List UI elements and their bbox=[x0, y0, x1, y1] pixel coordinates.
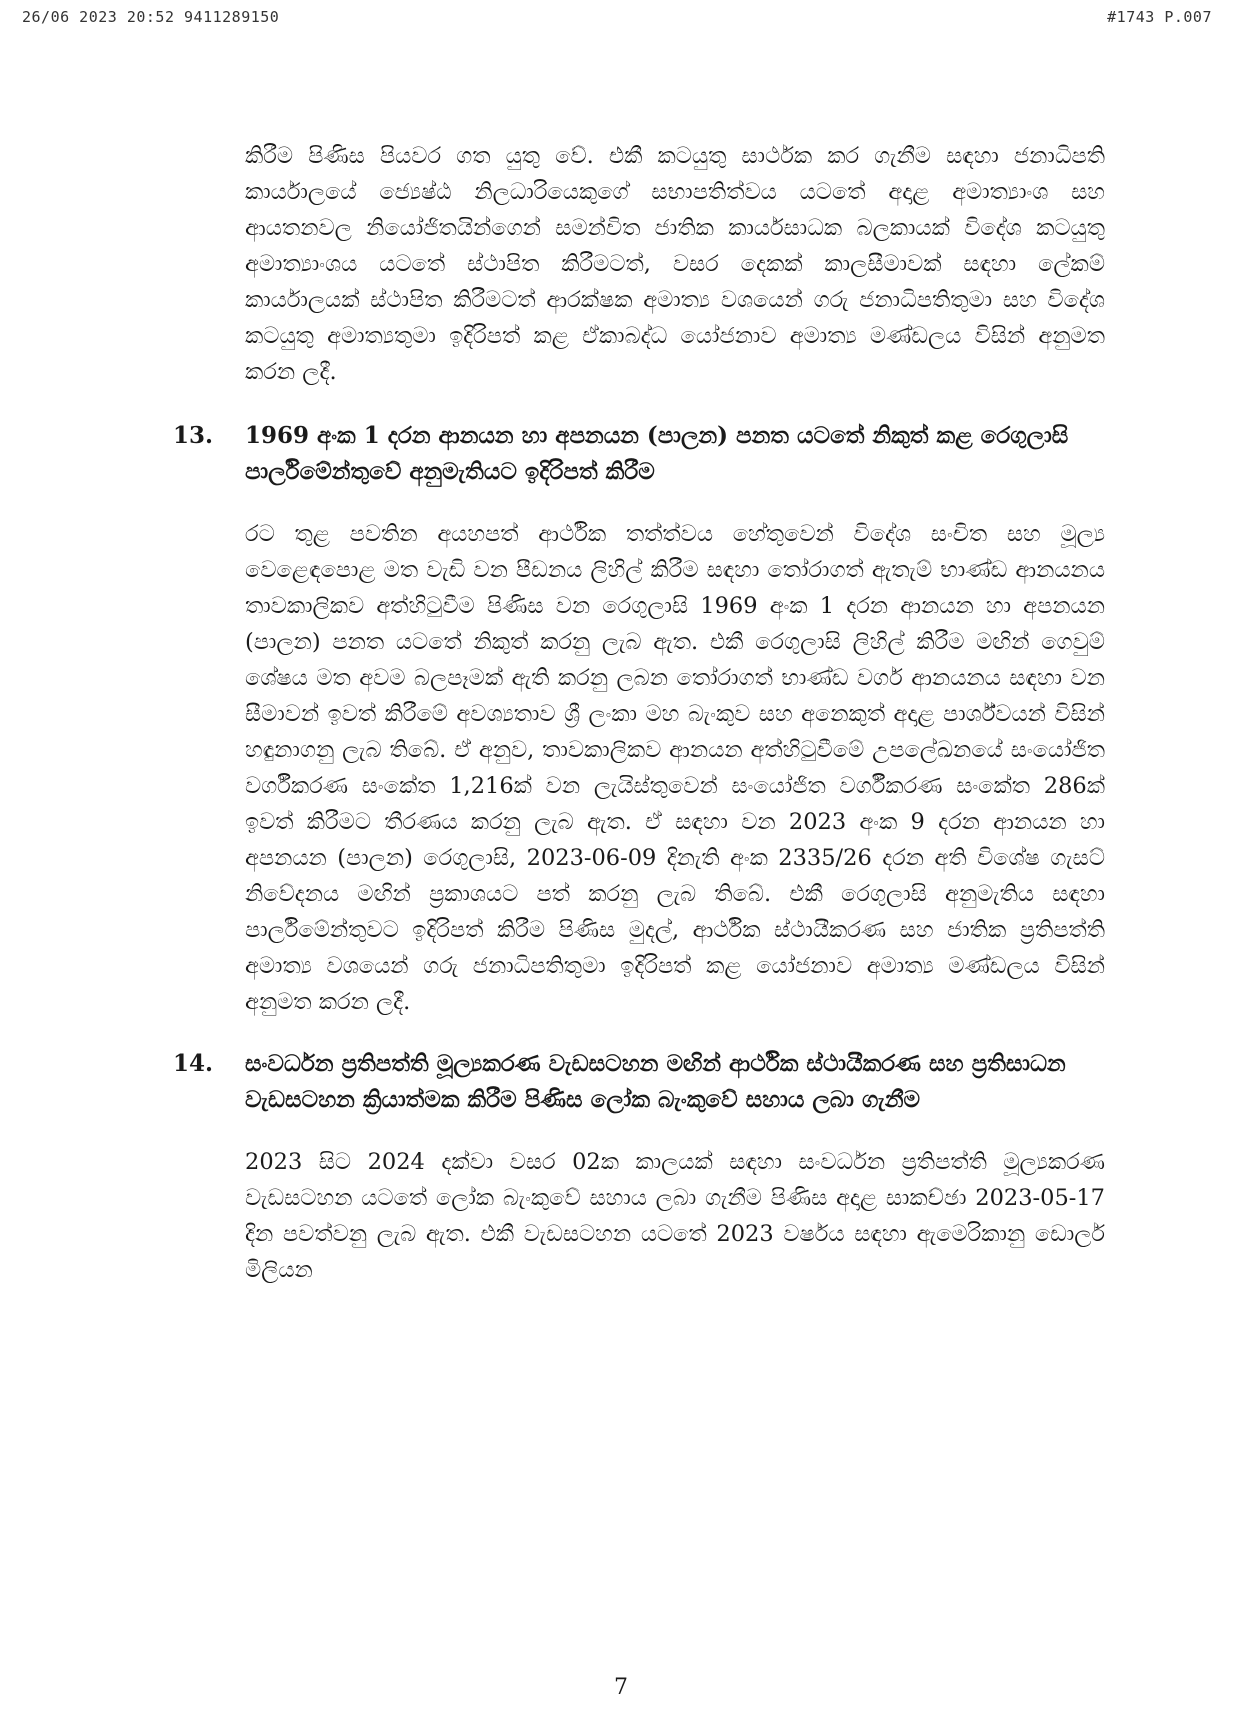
section-13 bbox=[165, 418, 1125, 1020]
section-body: 2023 සිට 2024 දක්වා වසර 02ක කාලයක් සඳහා සංවර්ධන ප්‍රතිපත්ති මූල්‍යකරණ වැඩසටහන යටතේ ලෝක බැංකුවේ සහාය ලබා ගැනීම පිණිස අදාළ සාකච්ඡා 2023-05-17 දින පවත්වනු ලැබ ඇත. එකී වැඩසටහන යටතේ 2023 වර්ෂය සඳහා ඇමෙරිකානු ඩොලර් මිලියන bbox=[245, 1149, 1105, 1283]
intro-paragraph: කිරීම පිණිස පියවර ගත යුතු වේ. එකී කටයුතු සාර්ථක කර ගැනීම සඳහා ජනාධිපති කාර්යාලයේ ජ්‍යෙෂ්ඨ නිලධාරියෙකුගේ සභාපතිත්වය යටතේ අදාළ අමාත්‍යාංශ සහ ආයතනවල නියෝජිතයින්ගෙන් සමන්විත ජාතික කාර්යසාධක බලකායක් විදේශ කටයුතු අමාත්‍යාංශය යටතේ ස්ථාපිත කිරීමටත්, වසර දෙකක් කාලසීමාවක් සඳහා ලේකම් කාර්යාලයක් ස්ථාපිත කිරීමටත් ආරක්ෂක අමාත්‍ය වශයෙන් ගරු ජනාධිපතිතුමා සහ විදේශ කටයුතු අමාත්‍යතුමා ඉදිරිපත් කළ ඒකාබද්ධ යෝජනාව අමාත්‍ය මණ්ඩලය විසින් අනුමත කරන ලදී. bbox=[245, 143, 1105, 385]
fax-datetime-number: 26/06 2023 20:52 9411289150 bbox=[22, 8, 280, 26]
section-title: 1969 අංක 1 දරන ආනයන හා අපනයන (පාලන) පනත යටතේ නිකුත් කළ රෙගුලාසි පාර්ලිමේන්තුවේ අනුමැතියට ඉදිරිපත් කිරීම bbox=[245, 422, 1069, 485]
document-body bbox=[165, 138, 1125, 1310]
section-number: 14. bbox=[173, 1050, 214, 1077]
fax-header bbox=[22, 8, 1212, 32]
section-14 bbox=[165, 1046, 1125, 1288]
section-body: රට තුළ පවතින අයහපත් ආර්ථික තත්ත්වය හේතුවෙන් විදේශ සංචිත සහ මූල්‍ය වෙළෙඳපොළ මත වැඩි වන පීඩනය ලිහිල් කිරීම සඳහා තෝරාගත් ඇතැම් භාණ්ඩ ආනයනය තාවකාලිකව අත්හිටුවීම පිණිස වන රෙගුලාසි 1969 අංක 1 දරන ආනයන හා අපනයන (පාලන) පනත යටතේ නිකුත් කරනු ලැබ ඇත. එකී රෙගුලාසි ලිහිල් කිරීම මඟින් ගෙවුම් ශේෂය මත අවම බලපෑමක් ඇති කරනු ලබන තෝරාගත් භාණ්ඩ වර්ග ආනයනය සඳහා වන සීමාවන් ඉවත් කිරීමේ අවශ්‍යතාව ශ්‍රී ලංකා මහ බැංකුව සහ අනෙකුත් අදාළ පාර්ශ්වයන් විසින් හඳුනාගනු ලැබ තිබේ. ඒ අනුව, තාවකාලිකව ආනයන අත්හිටුවීමේ උපලේඛනයේ සංයෝජිත වර්ගීකරණ සංකේත 1,216ක් වන ලැයිස්තුවෙන් සංයෝජිත වර්ගීකරණ සංකේත 286ක් ඉවත් කිරීමට තීරණය කරනු ලැබ ඇත. ඒ සඳහා වන 2023 අංක 9 දරන ආනයන හා අපනයන (පාලන) රෙගුලාසි, 2023-06-09 දිනැති අංක 2335/26 දරන අති විශේෂ ගැසට් නිවේදනය මඟින් ප්‍රකාශයට පත් කරනු ලැබ තිබේ. එකී රෙගුලාසි අනුමැතිය සඳහා පාර්ලිමේන්තුවට ඉදිරිපත් කිරීම පිණිස මුදල්, ආර්ථික ස්ථායීකරණ සහ ජාතික ප්‍රතිපත්ති අමාත්‍ය වශයෙන් ගරු ජනාධිපතිතුමා ඉදිරිපත් කළ යෝජනාව අමාත්‍ය මණ්ඩලය විසින් අනුමත කරන ලදී. bbox=[245, 521, 1105, 1015]
section-number: 13. bbox=[173, 422, 214, 449]
section-title: සංවර්ධන ප්‍රතිපත්ති මූල්‍යකරණ වැඩසටහන මඟින් ආර්ථික ස්ථායීකරණ සහ ප්‍රතිසාධන වැඩසටහන ක්‍රියාත්මක කිරීම පිණිස ලෝක බැංකුවේ සහාය ලබා ගැනීම bbox=[245, 1050, 1066, 1113]
page-number: 7 bbox=[614, 1675, 628, 1700]
fax-page-ref: #1743 P.007 bbox=[1107, 8, 1212, 26]
